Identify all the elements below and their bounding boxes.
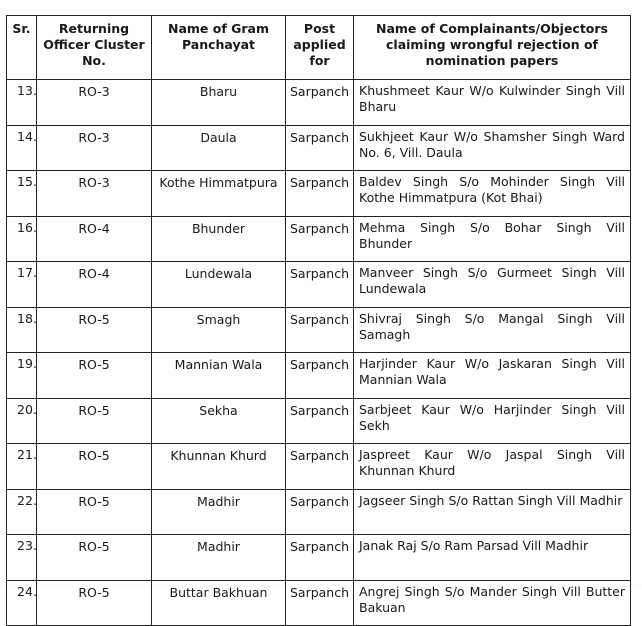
- cell-sr: 18.: [7, 307, 37, 353]
- cell-complainant: Shivraj Singh S/o Mangal Singh Vill Samagh: [354, 307, 631, 353]
- complaints-table: [6, 15, 631, 626]
- cell-returning-officer: RO-5: [37, 353, 152, 399]
- cell-gram-panchayat: Bharu: [152, 80, 286, 126]
- cell-complainant: Sarbjeet Kaur W/o Harjinder Singh Vill Sekh: [354, 398, 631, 444]
- cell-post: Sarpanch: [286, 216, 354, 262]
- table-row: [7, 80, 631, 126]
- cell-returning-officer: RO-5: [37, 580, 152, 626]
- cell-gram-panchayat: Kothe Himmatpura: [152, 171, 286, 217]
- cell-returning-officer: RO-5: [37, 535, 152, 581]
- cell-returning-officer: RO-3: [37, 80, 152, 126]
- cell-post: Sarpanch: [286, 171, 354, 217]
- cell-returning-officer: RO-3: [37, 125, 152, 171]
- cell-gram-panchayat: Smagh: [152, 307, 286, 353]
- table-row: [7, 171, 631, 217]
- table-row: [7, 444, 631, 490]
- cell-sr: 23.: [7, 535, 37, 581]
- table-row: [7, 262, 631, 308]
- cell-sr: 24.: [7, 580, 37, 626]
- cell-gram-panchayat: Daula: [152, 125, 286, 171]
- cell-sr: 17.: [7, 262, 37, 308]
- cell-post: Sarpanch: [286, 353, 354, 399]
- cell-returning-officer: RO-5: [37, 444, 152, 490]
- cell-sr: 21.: [7, 444, 37, 490]
- table-header-row: [7, 16, 631, 80]
- cell-complainant: Baldev Singh S/o Mohinder Singh Vill Kothe Himmatpura (Kot Bhai): [354, 171, 631, 217]
- cell-post: Sarpanch: [286, 444, 354, 490]
- cell-sr: 16.: [7, 216, 37, 262]
- cell-complainant: Angrej Singh S/o Mander Singh Vill Butter Bakuan: [354, 580, 631, 626]
- cell-post: Sarpanch: [286, 398, 354, 444]
- cell-returning-officer: RO-5: [37, 307, 152, 353]
- header-gram-panchayat: Name of Gram Panchayat: [152, 16, 286, 80]
- cell-gram-panchayat: Mannian Wala: [152, 353, 286, 399]
- cell-gram-panchayat: Madhir: [152, 535, 286, 581]
- cell-returning-officer: RO-5: [37, 398, 152, 444]
- table-row: [7, 216, 631, 262]
- cell-gram-panchayat: Madhir: [152, 489, 286, 535]
- cell-sr: 14.: [7, 125, 37, 171]
- cell-returning-officer: RO-3: [37, 171, 152, 217]
- cell-sr: 20.: [7, 398, 37, 444]
- cell-gram-panchayat: Khunnan Khurd: [152, 444, 286, 490]
- cell-complainant: Jagseer Singh S/o Rattan Singh Vill Madhir: [354, 489, 631, 535]
- cell-post: Sarpanch: [286, 580, 354, 626]
- cell-post: Sarpanch: [286, 262, 354, 308]
- header-sr: Sr.: [7, 16, 37, 80]
- table-row: [7, 353, 631, 399]
- cell-gram-panchayat: Bhunder: [152, 216, 286, 262]
- cell-complainant: Harjinder Kaur W/o Jaskaran Singh Vill Mannian Wala: [354, 353, 631, 399]
- cell-post: Sarpanch: [286, 535, 354, 581]
- cell-complainant: Janak Raj S/o Ram Parsad Vill Madhir: [354, 535, 631, 581]
- cell-returning-officer: RO-4: [37, 262, 152, 308]
- cell-returning-officer: RO-5: [37, 489, 152, 535]
- cell-returning-officer: RO-4: [37, 216, 152, 262]
- table-row: [7, 398, 631, 444]
- table-row: [7, 489, 631, 535]
- table-row: [7, 307, 631, 353]
- cell-post: Sarpanch: [286, 489, 354, 535]
- table-row: [7, 535, 631, 581]
- header-returning-officer: Returning Officer Cluster No.: [37, 16, 152, 80]
- cell-sr: 13.: [7, 80, 37, 126]
- cell-gram-panchayat: Buttar Bakhuan: [152, 580, 286, 626]
- header-post: Post applied for: [286, 16, 354, 80]
- cell-post: Sarpanch: [286, 307, 354, 353]
- cell-complainant: Manveer Singh S/o Gurmeet Singh Vill Lundewala: [354, 262, 631, 308]
- cell-gram-panchayat: Lundewala: [152, 262, 286, 308]
- cell-complainant: Mehma Singh S/o Bohar Singh Vill Bhunder: [354, 216, 631, 262]
- cell-complainant: Jaspreet Kaur W/o Jaspal Singh Vill Khunnan Khurd: [354, 444, 631, 490]
- table-row: [7, 580, 631, 626]
- cell-post: Sarpanch: [286, 125, 354, 171]
- cell-sr: 22.: [7, 489, 37, 535]
- cell-gram-panchayat: Sekha: [152, 398, 286, 444]
- header-complainants: Name of Complainants/Objectors claiming wrongful rejection of nomination papers: [354, 16, 631, 80]
- cell-post: Sarpanch: [286, 80, 354, 126]
- cell-complainant: Khushmeet Kaur W/o Kulwinder Singh Vill Bharu: [354, 80, 631, 126]
- table-row: [7, 125, 631, 171]
- cell-sr: 15.: [7, 171, 37, 217]
- cell-sr: 19.: [7, 353, 37, 399]
- cell-complainant: Sukhjeet Kaur W/o Shamsher Singh Ward No. 6, Vill. Daula: [354, 125, 631, 171]
